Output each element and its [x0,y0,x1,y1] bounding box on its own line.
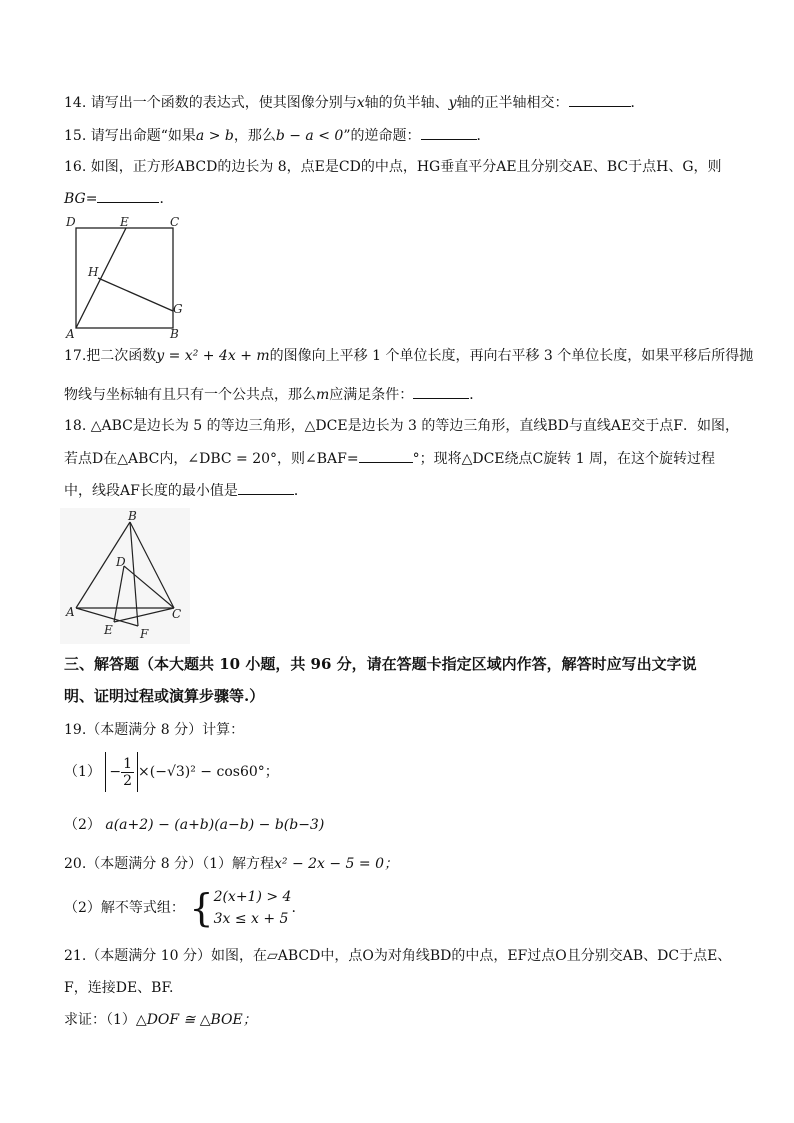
inequality-system: { 2(x+1) > 4 3x ≤ x + 5 [189,886,292,930]
section-3-heading-line2: 明、证明过程或演算步骤等.） [64,687,265,705]
absolute-value: − $\frac{1}{2}$ [105,752,138,792]
segment-ae [76,228,126,328]
label-a: A [66,605,75,619]
label-b: B [128,509,137,523]
label-b: B [170,327,179,340]
question-18-line2: 若点D在△ABC内，∠DBC = 20°，则∠BAF= °；现将△DCE绕点C旋转 1 周，在这个旋转过程 [64,448,715,469]
question-19-part1: （1） − $\frac{1}{2}$ ×(−√3)² − cos60°； [64,752,279,792]
answer-blank[interactable] [359,448,413,463]
label-e: E [104,623,113,637]
question-19-part2: （2） a(a+2) − (a+b)(a−b) − b(b−3) [64,817,325,833]
label-a: A [66,327,75,340]
label-h: H [88,265,99,279]
square-figure [60,210,190,340]
answer-blank[interactable] [413,384,469,399]
question-16: 16. 如图，正方形ABCD的边长为 8，点E是CD的中点，HG垂直平分AE且分别交AE、BC于点H、G，则 [64,159,722,175]
segment-hg [98,278,173,311]
section-3-heading: 三、解答题（本大题共 10 小题，共 96 分，请在答题卡指定区域内作答，解答时应写出文字说 [64,655,697,673]
left-brace: { [189,886,214,930]
question-20: 20.（本题满分 8 分）（1）解方程x² − 2x − 5 = 0； [64,856,399,872]
label-d: D [116,555,126,569]
question-17: 17.把二次函数y = x² + 4x + m的图像向上平移 1 个单位长度，再向右平移 3 个单位长度，如果平移后所得抛 [64,348,754,364]
question-18: 18. △ABC是边长为 5 的等边三角形，△DCE是边长为 3 的等边三角形，直线BD与直线AE交于点F．如图， [64,418,739,434]
question-18-line3: 中，线段AF长度的最小值是 ． [64,480,308,501]
label-c: C [170,215,180,229]
question-14: 14. 请写出一个函数的表达式，使其图像分别与x轴的负半轴、y轴的正半轴相交： ． [64,92,645,113]
answer-blank[interactable] [421,125,477,140]
question-15: 15. 请写出命题“如果a > b，那么b − a < 0”的逆命题： ． [64,125,491,146]
question-16-line2: BG= ． [64,188,173,209]
question-21-line3: 求证：（1）△DOF ≅ △BOE； [64,1012,257,1028]
triangle-figure [60,508,190,644]
label-g: G [173,302,183,316]
answer-blank[interactable] [569,92,631,107]
question-21-line2: F，连接DE、BF. [64,980,174,996]
question-19: 19.（本题满分 8 分）计算： [64,722,245,738]
figure-background [60,508,190,644]
answer-blank[interactable] [97,188,159,203]
question-21: 21.（本题满分 10 分）如图，在▱ABCD中，点O为对角线BD的中点，EF过点O且分别交AB、DC于点E、 [64,948,732,964]
fraction: $\frac{1}{2}$ [123,755,133,789]
label-f: F [140,627,149,641]
label-c: C [172,607,182,621]
question-17-line2: 物线与坐标轴有且只有一个公共点，那么m应满足条件： ． [64,384,483,405]
label-e: E [120,215,129,229]
question-20-part2: （2）解不等式组： { 2(x+1) > 4 3x ≤ x + 5 . [64,886,296,930]
label-d: D [66,215,76,229]
answer-blank[interactable] [238,480,294,495]
